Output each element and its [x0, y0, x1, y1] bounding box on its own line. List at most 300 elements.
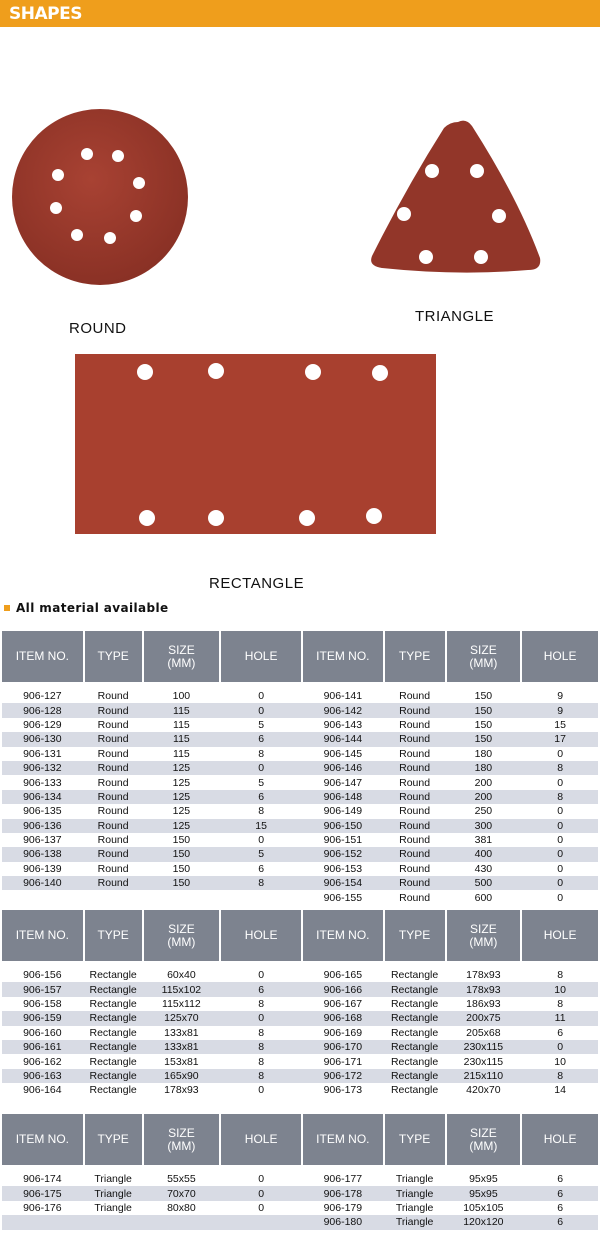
- item-cell: 906-169: [323, 1026, 363, 1039]
- table-row: [2, 732, 598, 746]
- hole-cell: 14: [554, 1084, 566, 1097]
- size-cell: 430: [474, 862, 493, 875]
- hole-cell: 0: [557, 1041, 564, 1054]
- size-cell: 150: [474, 718, 493, 731]
- size-cell: 70x70: [167, 1187, 196, 1200]
- type-header: [85, 631, 142, 682]
- round-sanding-disc-image: [10, 107, 190, 287]
- type-cell: Rectangle: [390, 1012, 439, 1025]
- table-row: [2, 747, 598, 761]
- item-cell: 906-130: [23, 733, 62, 746]
- item-no-header-label: ITEM NO.: [15, 928, 70, 942]
- hole-cell: 0: [557, 891, 564, 904]
- bullet-icon: [4, 605, 10, 611]
- size-cell: 250: [474, 805, 493, 818]
- table-header-row: [2, 1114, 598, 1165]
- type-cell: Triangle: [395, 1187, 434, 1200]
- type-cell: Triangle: [395, 1216, 434, 1229]
- type-header: [85, 1114, 142, 1165]
- type-cell: Round: [399, 805, 431, 818]
- hole-cell: 6: [258, 983, 265, 996]
- size-cell: 125x70: [164, 1012, 199, 1025]
- item-cell: 906-146: [323, 762, 363, 775]
- hole-cell: 6: [557, 1187, 564, 1200]
- size-header-label: SIZE: [168, 921, 195, 936]
- type-cell: Round: [399, 718, 431, 731]
- type-cell: Rectangle: [390, 1084, 439, 1097]
- hole-cell: 0: [557, 819, 564, 832]
- size-cell: 178x93: [466, 969, 501, 982]
- hole-cell: 8: [258, 1041, 265, 1054]
- size-cell: 115: [173, 733, 190, 746]
- hole-cell: 0: [258, 1084, 265, 1097]
- item-cell: 906-167: [323, 997, 363, 1010]
- size-cell: 80x80: [167, 1201, 196, 1214]
- item-cell: 906-150: [323, 819, 363, 832]
- page-title: SHAPES: [9, 4, 82, 24]
- item-no-header: [2, 910, 83, 961]
- item-no-header: [303, 631, 383, 682]
- hole-header: [221, 1114, 301, 1165]
- item-cell: [2, 1215, 83, 1229]
- size-cell: 125: [172, 776, 191, 789]
- item-cell: 906-159: [23, 1012, 62, 1025]
- item-cell: 906-170: [323, 1041, 363, 1054]
- type-cell: Round: [97, 834, 129, 847]
- hole-header: [221, 910, 301, 961]
- size-cell: 150: [474, 733, 493, 746]
- item-cell: 906-175: [23, 1187, 62, 1200]
- size-header-label: SIZE: [470, 642, 497, 657]
- triangle-label: TRIANGLE: [415, 308, 495, 325]
- rectangle-spec-table: [2, 910, 598, 1098]
- hole-cell: 5: [258, 776, 265, 789]
- table-row: [2, 890, 598, 904]
- type-cell: Rectangle: [390, 983, 439, 996]
- hole-cell: 8: [557, 1069, 564, 1082]
- item-no-header-label: ITEM NO.: [316, 1132, 370, 1146]
- size-cell: 133x81: [164, 1041, 199, 1054]
- item-cell: 906-152: [323, 848, 363, 861]
- size-header-label: SIZE: [470, 921, 497, 936]
- type-header-label: TYPE: [97, 1132, 129, 1146]
- size-cell: 178x93: [466, 983, 501, 996]
- hole-cell: 8: [258, 877, 265, 890]
- hole-cell: 6: [258, 790, 265, 803]
- hole-cell: 0: [258, 1012, 265, 1025]
- hole-cell: 6: [557, 1173, 564, 1186]
- item-no-header-label: ITEM NO.: [15, 649, 70, 663]
- hole-header: [221, 631, 301, 682]
- size-cell: 230x115: [463, 1055, 504, 1068]
- size-cell: 100: [172, 690, 191, 703]
- type-cell: Rectangle: [89, 969, 137, 982]
- size-cell: [144, 890, 220, 904]
- item-cell: 906-174: [23, 1173, 62, 1186]
- hole-header: [522, 631, 598, 682]
- item-cell: 906-144: [323, 733, 363, 746]
- table-row: [2, 997, 598, 1011]
- item-cell: 906-142: [323, 704, 363, 717]
- type-cell: Rectangle: [89, 1084, 137, 1097]
- type-cell: Round: [399, 733, 431, 746]
- size-cell: 215x110: [463, 1069, 504, 1082]
- item-cell: 906-171: [323, 1055, 363, 1068]
- hole-cell: 5: [258, 848, 265, 861]
- item-cell: 906-136: [23, 819, 62, 832]
- item-cell: 906-162: [23, 1055, 62, 1068]
- item-cell: 906-179: [323, 1201, 363, 1214]
- triangle-spec-table: [2, 1114, 598, 1230]
- hole-cell: 8: [258, 747, 265, 760]
- type-cell: [85, 890, 142, 904]
- size-cell: 150: [172, 848, 191, 861]
- hole-cell: 8: [258, 997, 265, 1010]
- type-cell: [85, 1215, 142, 1229]
- type-cell: Round: [399, 704, 431, 717]
- size-cell: 230x115: [463, 1041, 504, 1054]
- table-row: [2, 1026, 598, 1040]
- item-cell: 906-158: [23, 997, 62, 1010]
- type-cell: Round: [97, 805, 129, 818]
- rectangle-label: RECTANGLE: [209, 575, 305, 592]
- type-cell: Round: [97, 848, 129, 861]
- table-row: [2, 718, 598, 732]
- item-cell: 906-180: [323, 1216, 363, 1229]
- hole-cell: 0: [258, 834, 265, 847]
- item-cell: 906-160: [23, 1026, 62, 1039]
- size-cell: 180: [474, 747, 493, 760]
- size-cell: 500: [474, 877, 493, 890]
- size-cell: 125: [172, 762, 191, 775]
- size-cell: 420x70: [466, 1084, 501, 1097]
- item-cell: 906-135: [23, 805, 62, 818]
- type-cell: Rectangle: [89, 1026, 137, 1039]
- hole-cell: 8: [557, 762, 564, 775]
- size-header-unit: (MM): [167, 934, 196, 949]
- triangle-sanding-pad-image: [368, 118, 543, 278]
- table-body: [2, 689, 598, 905]
- hole-cell: 0: [557, 877, 564, 890]
- type-header: [85, 910, 142, 961]
- hole-cell: 8: [258, 805, 265, 818]
- type-header-label: TYPE: [97, 649, 129, 663]
- size-cell: 180: [474, 762, 493, 775]
- item-cell: 906-147: [323, 776, 363, 789]
- table-row: [2, 982, 598, 996]
- item-cell: 906-149: [323, 805, 363, 818]
- type-cell: Triangle: [395, 1173, 434, 1186]
- type-header: [385, 1114, 445, 1165]
- type-cell: Round: [399, 848, 431, 861]
- item-cell: 906-134: [23, 790, 62, 803]
- item-cell: 906-143: [323, 718, 363, 731]
- item-cell: 906-165: [323, 969, 363, 982]
- type-cell: Round: [97, 718, 129, 731]
- type-cell: Rectangle: [89, 1012, 137, 1025]
- table-row: [2, 876, 598, 890]
- size-cell: 95x95: [469, 1173, 498, 1186]
- item-no-header-label: ITEM NO.: [316, 928, 370, 942]
- size-cell: 400: [474, 848, 493, 861]
- size-cell: 153x81: [164, 1055, 199, 1068]
- hole-cell: 11: [554, 1012, 566, 1025]
- hole-cell: [221, 1215, 301, 1229]
- size-cell: 205x68: [466, 1026, 501, 1039]
- type-cell: Round: [399, 862, 431, 875]
- item-no-header: [303, 1114, 383, 1165]
- type-cell: Round: [399, 690, 431, 703]
- item-cell: 906-141: [323, 690, 363, 703]
- item-cell: 906-178: [323, 1187, 363, 1200]
- item-cell: 906-131: [23, 747, 62, 760]
- table-row: [2, 862, 598, 876]
- type-cell: Round: [399, 762, 431, 775]
- hole-header-label: HOLE: [244, 649, 278, 663]
- size-cell: 105x105: [463, 1201, 504, 1214]
- size-cell: 200: [474, 790, 493, 803]
- item-cell: 906-127: [23, 690, 62, 703]
- hole-cell: 0: [557, 862, 564, 875]
- type-cell: Round: [97, 747, 129, 760]
- size-header-label: SIZE: [168, 1125, 195, 1140]
- hole-header: [522, 910, 598, 961]
- size-cell: 95x95: [469, 1187, 498, 1200]
- table-row: [2, 761, 598, 775]
- item-cell: 906-148: [323, 790, 363, 803]
- hole-cell: 8: [557, 790, 564, 803]
- type-cell: Round: [97, 862, 129, 875]
- table-row: [2, 804, 598, 818]
- size-cell: 150: [172, 834, 191, 847]
- hole-cell: 15: [554, 718, 566, 731]
- hole-cell: 0: [258, 690, 265, 703]
- item-cell: 906-163: [23, 1069, 62, 1082]
- hole-cell: 10: [554, 1055, 566, 1068]
- table-row: [2, 689, 598, 703]
- table-body: [2, 1172, 598, 1230]
- round-label: ROUND: [69, 320, 127, 337]
- hole-cell: 9: [557, 690, 564, 703]
- size-cell: 186x93: [466, 997, 501, 1010]
- header-banner: [0, 0, 600, 27]
- item-cell: 906-139: [23, 862, 62, 875]
- hole-header-label: HOLE: [244, 1132, 278, 1146]
- hole-cell: 6: [557, 1201, 564, 1214]
- type-cell: Rectangle: [89, 1041, 137, 1054]
- size-header: [447, 910, 521, 961]
- item-cell: 906-153: [323, 862, 363, 875]
- table-header-row: [2, 910, 598, 961]
- size-header: [447, 631, 521, 682]
- type-cell: Rectangle: [390, 969, 439, 982]
- size-cell: 150: [172, 877, 191, 890]
- rectangle-sanding-sheet-image: [75, 354, 436, 534]
- hole-cell: 0: [258, 1173, 265, 1186]
- item-cell: 906-145: [323, 747, 363, 760]
- size-cell: 115: [173, 747, 190, 760]
- size-cell: 300: [474, 819, 493, 832]
- type-cell: Rectangle: [89, 1069, 137, 1082]
- hole-cell: 8: [557, 969, 564, 982]
- table-header-row: [2, 631, 598, 682]
- size-cell: 55x55: [167, 1173, 196, 1186]
- type-cell: Triangle: [94, 1187, 132, 1200]
- size-cell: 150: [474, 690, 493, 703]
- table-row: [2, 847, 598, 861]
- size-header-unit: (MM): [469, 934, 498, 949]
- hole-cell: 15: [255, 819, 267, 832]
- size-header-unit: (MM): [469, 655, 498, 670]
- size-cell: 115: [173, 704, 190, 717]
- size-cell: 60x40: [167, 969, 196, 982]
- item-no-header-label: ITEM NO.: [316, 649, 370, 663]
- type-cell: Rectangle: [390, 1026, 439, 1039]
- hole-cell: 6: [258, 862, 265, 875]
- item-no-header: [2, 631, 83, 682]
- item-no-header-label: ITEM NO.: [15, 1132, 70, 1146]
- hole-cell: 17: [554, 733, 566, 746]
- type-header: [385, 910, 445, 961]
- hole-cell: 9: [557, 704, 564, 717]
- size-cell: 150: [172, 862, 191, 875]
- type-cell: Round: [399, 776, 431, 789]
- item-no-header: [303, 910, 383, 961]
- table-row: [2, 775, 598, 789]
- item-cell: 906-177: [323, 1173, 363, 1186]
- item-no-header: [2, 1114, 83, 1165]
- hole-cell: 0: [557, 848, 564, 861]
- table-row: [2, 1069, 598, 1083]
- size-cell: 115: [173, 718, 190, 731]
- size-cell: 125: [172, 805, 191, 818]
- table-row: [2, 819, 598, 833]
- size-cell: 125: [172, 790, 191, 803]
- hole-cell: 0: [258, 1201, 265, 1214]
- materials-heading: [4, 600, 169, 616]
- item-cell: 906-128: [23, 704, 62, 717]
- hole-cell: 8: [258, 1069, 265, 1082]
- hole-cell: 6: [258, 733, 265, 746]
- item-cell: 906-161: [23, 1041, 62, 1054]
- item-cell: 906-155: [323, 891, 363, 904]
- hole-cell: 6: [557, 1216, 564, 1229]
- type-cell: Rectangle: [390, 997, 439, 1010]
- size-cell: 133x81: [164, 1026, 199, 1039]
- type-cell: Round: [97, 733, 129, 746]
- item-cell: 906-168: [323, 1012, 363, 1025]
- size-cell: 120x120: [463, 1216, 504, 1229]
- table-row: [2, 833, 598, 847]
- table-row: [2, 1011, 598, 1025]
- size-cell: 600: [474, 891, 493, 904]
- type-cell: Round: [97, 762, 129, 775]
- hole-cell: 5: [258, 718, 265, 731]
- size-header-unit: (MM): [167, 1138, 196, 1153]
- hole-cell: 0: [258, 762, 265, 775]
- hole-cell: 10: [554, 983, 566, 996]
- table-row: [2, 1201, 598, 1215]
- type-cell: Rectangle: [89, 997, 137, 1010]
- size-cell: 115x102: [161, 983, 202, 996]
- size-header-unit: (MM): [469, 1138, 498, 1153]
- size-header: [144, 910, 220, 961]
- table-row: [2, 1186, 598, 1200]
- hole-header-label: HOLE: [543, 928, 577, 942]
- table-row: [2, 1215, 598, 1229]
- round-spec-table: [2, 631, 598, 905]
- item-cell: 906-137: [23, 834, 62, 847]
- table-row: [2, 968, 598, 982]
- size-header: [144, 1114, 220, 1165]
- item-cell: 906-133: [23, 776, 62, 789]
- type-cell: Triangle: [94, 1201, 132, 1214]
- type-cell: Round: [97, 819, 129, 832]
- size-header: [447, 1114, 521, 1165]
- type-header-label: TYPE: [398, 649, 431, 663]
- item-cell: 906-166: [323, 983, 363, 996]
- item-cell: 906-151: [323, 834, 363, 847]
- size-header-label: SIZE: [168, 642, 195, 657]
- type-cell: Round: [399, 877, 431, 890]
- hole-cell: 0: [557, 747, 564, 760]
- type-cell: Round: [97, 704, 129, 717]
- type-cell: Round: [97, 790, 129, 803]
- table-row: [2, 1083, 598, 1097]
- item-cell: 906-176: [23, 1201, 62, 1214]
- type-cell: Round: [399, 891, 431, 904]
- size-cell: 200: [474, 776, 493, 789]
- item-cell: 906-129: [23, 718, 62, 731]
- type-cell: Round: [399, 819, 431, 832]
- type-cell: Rectangle: [89, 983, 137, 996]
- type-header-label: TYPE: [398, 928, 431, 942]
- table-row: [2, 703, 598, 717]
- type-header-label: TYPE: [97, 928, 129, 942]
- table-row: [2, 1172, 598, 1186]
- size-cell: 125: [172, 819, 191, 832]
- hole-header-label: HOLE: [244, 928, 278, 942]
- type-cell: Round: [97, 690, 129, 703]
- size-cell: [144, 1215, 220, 1229]
- type-cell: Round: [399, 790, 431, 803]
- hole-cell: 0: [258, 969, 265, 982]
- item-cell: 906-140: [23, 877, 62, 890]
- type-header: [385, 631, 445, 682]
- type-cell: Round: [399, 834, 431, 847]
- size-cell: 381: [474, 834, 493, 847]
- hole-cell: 6: [557, 1026, 564, 1039]
- type-cell: Round: [97, 877, 129, 890]
- size-cell: 200x75: [466, 1012, 501, 1025]
- item-cell: 906-138: [23, 848, 62, 861]
- size-cell: 178x93: [164, 1084, 199, 1097]
- type-cell: Triangle: [94, 1173, 132, 1186]
- hole-header: [522, 1114, 598, 1165]
- type-cell: Rectangle: [89, 1055, 137, 1068]
- item-cell: 906-157: [23, 983, 62, 996]
- type-cell: Rectangle: [390, 1055, 439, 1068]
- hole-cell: 0: [557, 805, 564, 818]
- item-cell: 906-173: [323, 1084, 363, 1097]
- hole-cell: 0: [557, 834, 564, 847]
- item-cell: [2, 890, 83, 904]
- hole-header-label: HOLE: [543, 649, 577, 663]
- table-row: [2, 1040, 598, 1054]
- hole-cell: 8: [258, 1026, 265, 1039]
- hole-cell: 0: [258, 704, 265, 717]
- item-cell: 906-154: [323, 877, 363, 890]
